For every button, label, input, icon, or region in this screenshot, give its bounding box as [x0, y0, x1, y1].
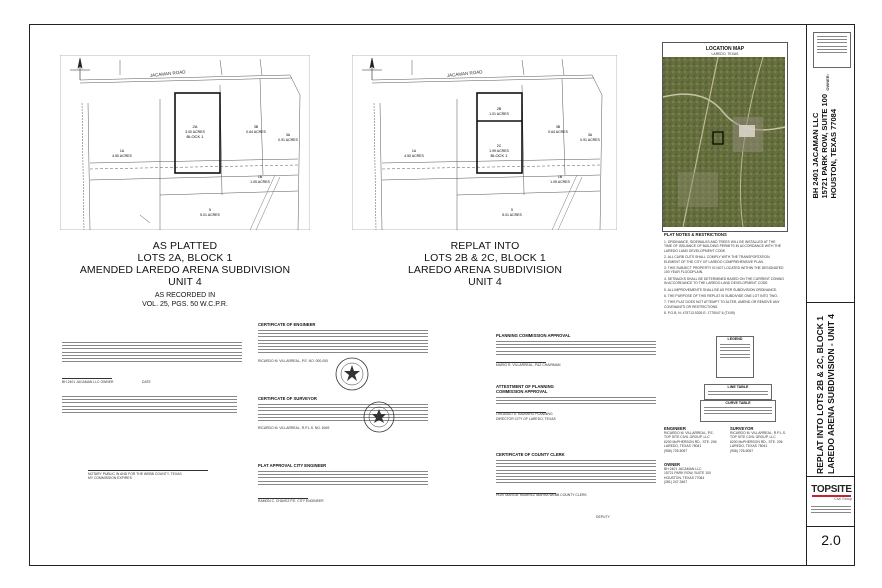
lot-2a-block: BLOCK 1 — [186, 134, 204, 139]
cert-city-engineer-title: PLAT APPROVAL CITY ENGINEER — [258, 463, 327, 468]
lot-5-acres: 5.01 ACRES — [200, 213, 220, 217]
title-line: AS PLATTED — [152, 240, 218, 252]
contact-line: RICARDO M. VILLARREAL, R.P.L.S. — [730, 431, 786, 435]
date-label: DATE — [142, 380, 151, 384]
project-line: REPLAT INTO LOTS 2B & 2C, BLOCK 1 — [815, 316, 825, 474]
plat-note: 7. THIS PLAT DOES NOT ATTEMPT TO ALTER, AMEND OR REMOVE ANY COVENANTS OR RESTRICTIONS. — [664, 300, 780, 309]
curve-table — [700, 400, 776, 422]
topsite-logo — [808, 484, 855, 501]
lot-3b-label: 3B — [555, 125, 561, 129]
plat-note: 8. P.O.B. N: 475713.5326 E: 1775047.6 (TX49) — [664, 311, 735, 316]
title-line: REPLAT INTO — [450, 240, 520, 252]
plat-note: 5. ALL IMPROVEMENTS SHALL BE AS PER SUBDIVISION ORDINANCE. — [664, 287, 778, 292]
attestment-approval — [496, 384, 656, 421]
surveyor-contact — [730, 426, 792, 453]
title-line: UNIT 4 — [468, 276, 502, 288]
brand-sub: Civil Group — [834, 496, 852, 501]
contact-line: BH 2401 JACAMAN LLC — [664, 467, 702, 471]
title-line: AMENDED LAREDO ARENA SUBDIVISION — [79, 264, 291, 276]
contact-line: TOP SITE CIVIL GROUP, LLC — [664, 435, 710, 440]
lot-2c-label: 2C — [496, 144, 502, 148]
plat-note: 1. ORDINANCE, SIDEWALKS AND TREES WILL BE INSTALLED AT THE TIME OF ISSUANCE OF BUILDING PERMITS IN ACCORDANCE WITH THE LAREDO LAND DEVELOPMENT CODE. — [664, 240, 782, 253]
contact-line: LAREDO, TEXAS 78041 — [664, 444, 702, 449]
engineer-title: ENGINEER — [664, 426, 686, 431]
jacaman-road-label: JACAMAN ROAD — [446, 69, 483, 78]
project-line: LAREDO ARENA SUBDIVISION - UNIT 4 — [826, 314, 836, 474]
contact-line: TOP SITE CIVIL GROUP, LLC — [730, 435, 776, 440]
title-line: LAREDO ARENA SUBDIVISION — [407, 264, 563, 276]
as-platted-title — [70, 240, 300, 288]
contact-line: (956) 725-5057 — [664, 448, 688, 453]
lot-1b-acres: 1.05 ACRES — [550, 180, 570, 184]
lot-1b-label: 1B — [557, 175, 563, 179]
lot-2a-label: 2A — [192, 124, 198, 129]
title-line: LOTS 2B & 2C, BLOCK 1 — [424, 252, 546, 264]
contact-line: RICARDO M. VILLARREAL, P.E. — [664, 431, 714, 435]
replat-plan — [352, 55, 617, 230]
surveyor-name: RICARDO M. VILLARREAL, R.P.L.S. NO. 6049 — [258, 426, 330, 431]
owner-label: OWNER: — [825, 74, 830, 91]
lot-1b-label: 1B — [257, 175, 263, 179]
curve-table-title: CURVE TABLE — [725, 401, 751, 405]
plat-notes — [664, 232, 784, 318]
contact-line: (281) 247-3467 — [664, 480, 688, 485]
lot-1a-label: 1A — [119, 149, 125, 153]
contact-line: (956) 725-5057 — [730, 448, 754, 453]
plat-notes-heading: PLAT NOTES & RESTRICTIONS — [664, 232, 727, 237]
county-clerk-name: HON. MARGIE RAMIREZ IBARRA WEBB COUNTY CLERK — [496, 493, 587, 498]
lot-3a-label: 3A — [285, 133, 291, 137]
plat-note: 2. ALL CURB CUTS SHALL COMPLY WITH THE TRANSPORTATION ELEMENT OF THE CITY OF LAREDO COMPREHENSIVE PLAN. — [664, 255, 770, 264]
lot-3a-acres: 0.91 ACRES — [278, 138, 298, 142]
lot-2a-acres: 3.00 ACRES — [185, 130, 205, 134]
contact-line: 6200 McPHERSON RD., STE. 206 — [730, 439, 783, 444]
owner-signature-label: BH 2401 JACAMAN LLC OWNER — [62, 380, 114, 384]
legend-box — [716, 336, 754, 378]
planning-commission-approval — [496, 333, 656, 367]
lot-5-label: 5 — [209, 208, 211, 212]
title-line: UNIT 4 — [168, 276, 202, 288]
lot-2b-label: 2B — [496, 107, 502, 111]
certificate-city-engineer — [258, 463, 428, 503]
owner-line: HOUSTON, TEXAS 77084 — [829, 109, 838, 199]
lot-5-acres: 5.01 ACRES — [502, 213, 522, 217]
lot-3a-acres: 0.91 ACRES — [580, 138, 600, 142]
lot-3b-acres: 0.64 ACRES — [246, 130, 266, 134]
lot-3b-acres: 0.64 ACRES — [548, 130, 568, 134]
plat-note: 3. THIS SUBJECT PROPERTY IS NOT LOCATED WITHIN THE DESIGNATED 100 YEAR FLOODPLAIN. — [664, 266, 784, 275]
title-line: LOTS 2A, BLOCK 1 — [137, 252, 233, 264]
brand-name: TOPSITE — [811, 484, 852, 495]
title-block — [806, 24, 855, 566]
surveyor-title: SURVEYOR — [730, 426, 754, 431]
revision-box — [813, 32, 851, 68]
owner-address — [811, 94, 838, 198]
cert-surveyor-title: CERTIFICATE OF SURVEYOR — [258, 396, 317, 401]
contact-line: 6200 McPHERSON RD., STE. 206 — [664, 439, 717, 444]
certificate-surveyor — [258, 396, 428, 431]
legend-title: LEGEND — [727, 337, 743, 341]
line-table-title: LINE TABLE — [727, 385, 749, 389]
lot-1a-acres: 4.50 ACRES — [404, 154, 424, 158]
firm-address-lines — [811, 506, 851, 516]
engineer-seal-icon — [334, 356, 370, 392]
project-title — [815, 314, 837, 474]
contact-line: LAREDO, TEXAS 78041 — [730, 444, 768, 449]
lot-1b-acres: 1.05 ACRES — [250, 180, 270, 184]
cert-engineer-title: CERTIFICATE OF ENGINEER — [258, 322, 316, 327]
notary-signature — [88, 470, 208, 480]
location-map-title: LOCATION MAP — [705, 46, 745, 52]
jacaman-road-label: JACAMAN ROAD — [149, 69, 186, 78]
lot-1a-label: 1A — [411, 149, 417, 153]
location-map — [662, 42, 788, 232]
cert-attestment-title: ATTESTMENT OF PLANNING COMMISSION APPROVAL — [496, 384, 554, 394]
commission-label: MY COMMISSION EXPIRES — [88, 476, 132, 480]
as-platted-plan — [60, 55, 310, 230]
plat-note: 6. THE PURPOSE OF THIS REPLAT IS SUBDIVIDE ONE LOT INTO TWO. — [664, 294, 778, 299]
owner-contact — [664, 462, 734, 485]
owner-line: 15721 PARK ROW, SUITE 100 — [820, 94, 829, 199]
engineer-name: RICARDO M. VILLARREAL, P.E. NO. 000-000 — [258, 358, 329, 363]
plat-note: 4. SETBACKS SHALL BE DETERMINED BASED ON THE CURRENT ZONING IN ACCORDANCE TO THE LAREDO LAND DEVELOPMENT CODE. — [664, 276, 784, 286]
surveyor-seal-icon — [362, 400, 396, 434]
lot-3b-label: 3B — [253, 125, 259, 129]
notary-block — [62, 396, 237, 415]
planning-chairman-name: MARIO R. VILLARREAL, P&Z CHAIRMAN — [496, 362, 561, 367]
planning-director-name: ORLANDO D. NAVARRO PLANNING DIRECTOR CITY OF LAREDO, TEXAS — [496, 412, 556, 421]
lot-5-label: 5 — [511, 208, 513, 212]
line-table — [704, 384, 772, 400]
lot-2b-acres: 1.01 ACRES — [489, 112, 509, 116]
lot-3a-label: 3A — [587, 133, 593, 137]
contact-line: HOUSTON, TEXAS 77084 — [664, 475, 705, 480]
recorded-note — [90, 291, 280, 309]
cert-planning-title: PLANNING COMMISSION APPROVAL — [496, 333, 571, 338]
owner-title: OWNER — [664, 462, 681, 467]
cert-clerk-title: CERTIFICATE OF COUNTY CLERK — [496, 452, 565, 457]
certificate-county-clerk — [496, 452, 656, 519]
owner-line: BH 2401 JACAMAN LLC — [811, 112, 820, 199]
recorded-line: VOL. 25, PGS. 50 W.C.P.R. — [142, 301, 228, 308]
lot-2c-acres: 1.99 ACRES — [489, 149, 509, 153]
contact-line: 15721 PARK ROW, SUITE 100 — [664, 471, 711, 476]
engineer-contact — [664, 426, 726, 453]
location-map-subtitle: LAREDO, TEXAS — [711, 52, 739, 56]
notary-label: NOTARY PUBLIC IN AND FOR THE WEBB COUNTY, TEXAS — [88, 471, 182, 476]
city-engineer-name: RAMON C. CHAVEZ P.E. CITY ENGINEER — [258, 498, 324, 503]
lot-1a-acres: 4.50 ACRES — [112, 154, 132, 158]
recorded-line: AS RECORDED IN — [154, 292, 216, 299]
lot-2c-block: BLOCK 1 — [490, 153, 508, 158]
aerial-image — [663, 57, 785, 227]
sheet-number: 2.0 — [821, 532, 841, 548]
replat-title — [370, 240, 600, 288]
owner-dedication — [62, 342, 242, 384]
deputy-label: DEPUTY — [596, 515, 610, 519]
